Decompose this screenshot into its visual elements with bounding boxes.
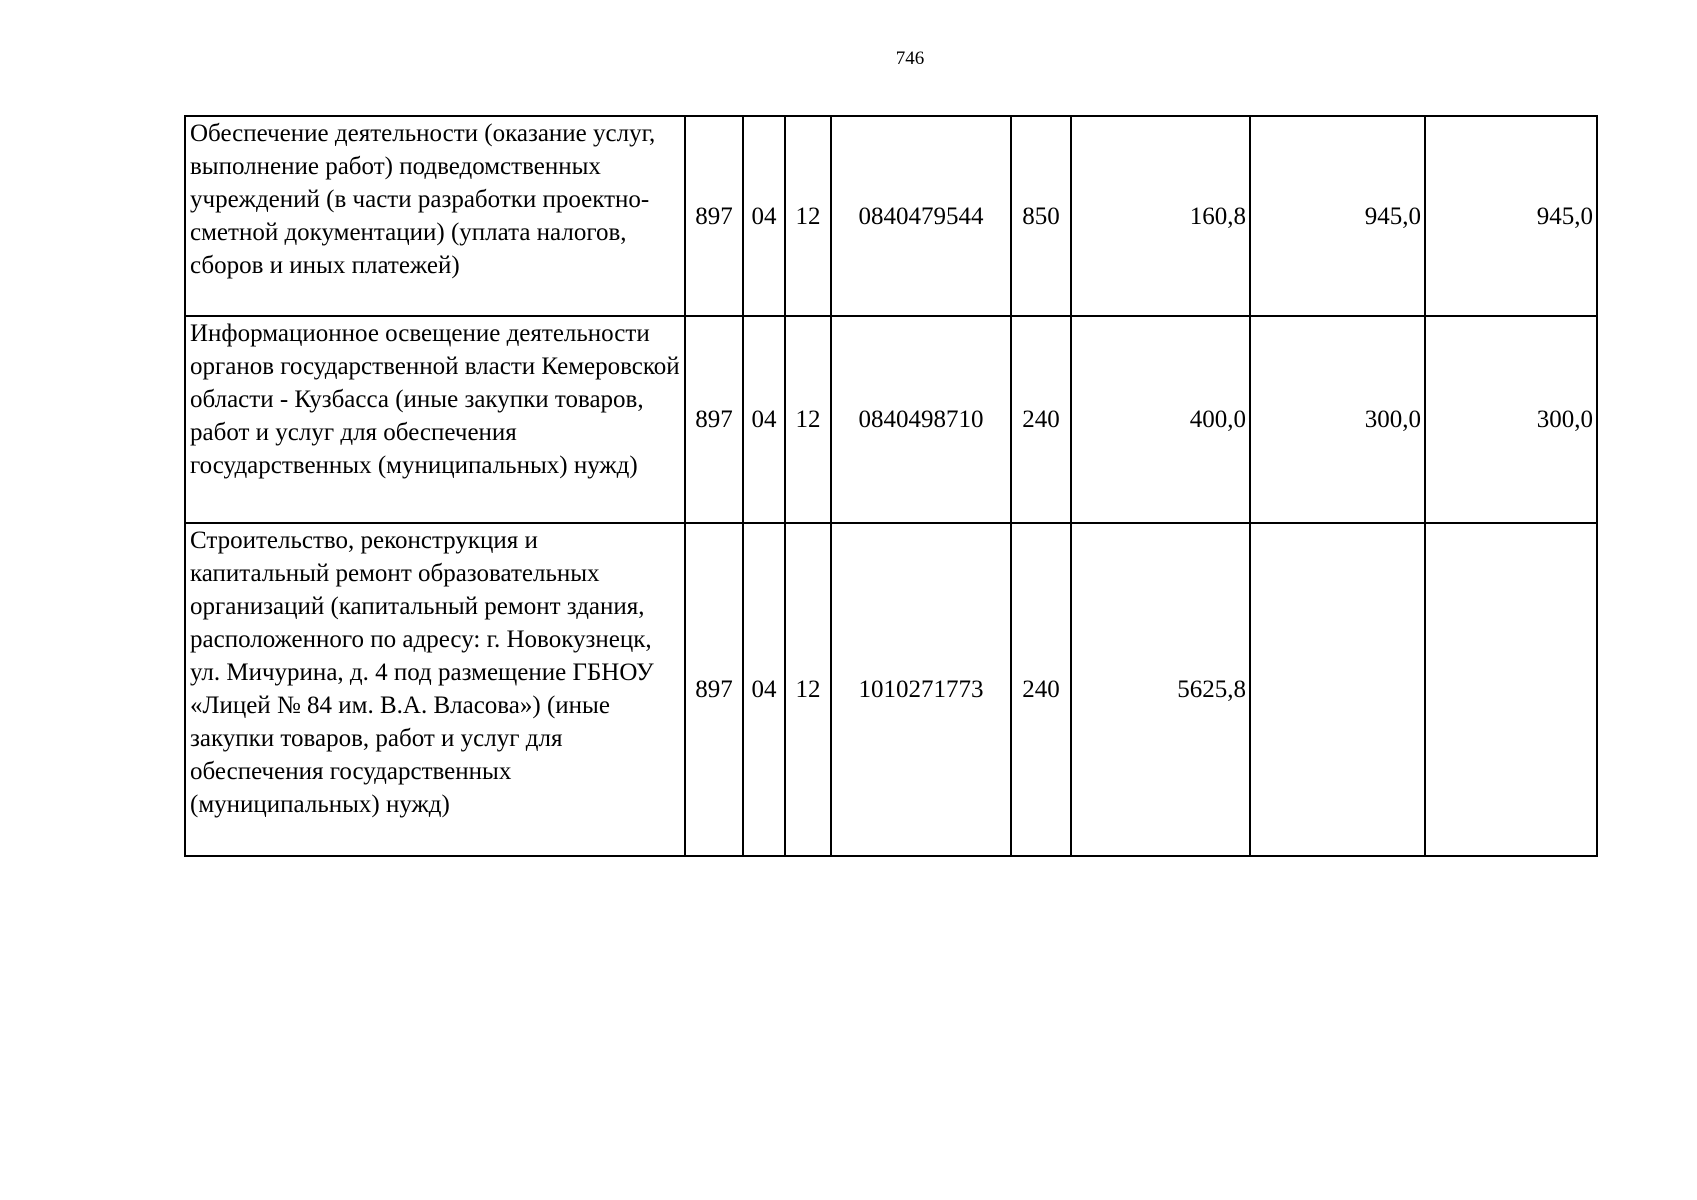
row-description: Строительство, реконструкция и капитальный ремонт образовательных организаций (капитальный ремонт здания, расположенного по адресу: г. Новокузнецк, ул. Мичурина, д. 4 под размещение ГБНОУ «Лицей № 84 им. В.А. Власова») (иные закупки товаров, работ и услуг для обеспечения государственных (муниципальных) нужд) — [185, 523, 685, 856]
amount-1-cell: 160,8 — [1071, 116, 1250, 316]
amount-1-cell: 400,0 — [1071, 316, 1250, 523]
admin-code-cell: 897 — [685, 116, 743, 316]
amount-2-cell — [1250, 523, 1425, 856]
admin-code-cell: 897 — [685, 523, 743, 856]
page-number: 746 — [895, 48, 925, 69]
subsection-cell: 12 — [785, 116, 831, 316]
amount-2-cell: 300,0 — [1250, 316, 1425, 523]
expense-type-cell: 850 — [1011, 116, 1071, 316]
target-article-cell: 0840479544 — [831, 116, 1011, 316]
amount-3-cell: 300,0 — [1425, 316, 1597, 523]
subsection-cell: 12 — [785, 523, 831, 856]
budget-table — [184, 115, 1598, 857]
subsection-cell: 12 — [785, 316, 831, 523]
table-row — [185, 116, 1597, 316]
admin-code-cell: 897 — [685, 316, 743, 523]
target-article-cell: 1010271773 — [831, 523, 1011, 856]
section-cell: 04 — [743, 316, 785, 523]
row-description: Обеспечение деятельности (оказание услуг, выполнение работ) подведомственных учреждений (в части разработки проектно-сметной документации) (уплата налогов, сборов и иных платежей) — [185, 116, 685, 316]
expense-type-cell: 240 — [1011, 523, 1071, 856]
table-row — [185, 523, 1597, 856]
target-article-cell: 0840498710 — [831, 316, 1011, 523]
expense-type-cell: 240 — [1011, 316, 1071, 523]
amount-2-cell: 945,0 — [1250, 116, 1425, 316]
section-cell: 04 — [743, 523, 785, 856]
table-row — [185, 316, 1597, 523]
section-cell: 04 — [743, 116, 785, 316]
row-description: Информационное освещение деятельности органов государственной власти Кемеровской области - Кузбасса (иные закупки товаров, работ и услуг для обеспечения государственных (муниципальных) нужд) — [185, 316, 685, 523]
amount-3-cell: 945,0 — [1425, 116, 1597, 316]
amount-1-cell: 5625,8 — [1071, 523, 1250, 856]
amount-3-cell — [1425, 523, 1597, 856]
